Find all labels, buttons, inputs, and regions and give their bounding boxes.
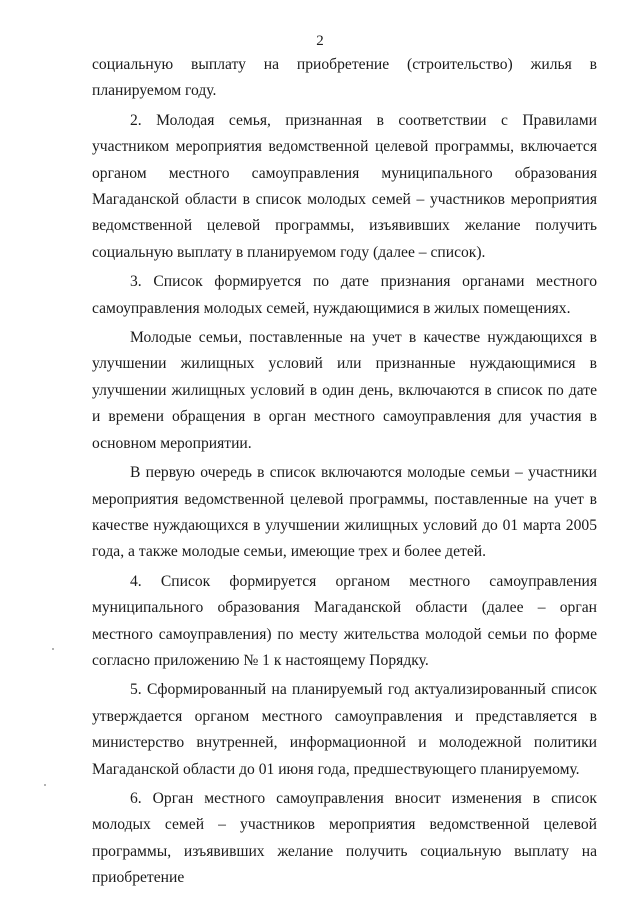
paragraph-continuation: социальную выплату на приобретение (строительство) жилья в планируемом году. bbox=[92, 56, 597, 100]
scan-artifact bbox=[52, 648, 54, 650]
paragraph-item-4: 4. Список формируется органом местного самоуправления муниципального образования Магаданской области (далее – орган местного самоуправления) по месту жительства молодой семьи по форме согласно приложению № 1 к настоящему Порядку. bbox=[92, 572, 597, 669]
document-body bbox=[92, 52, 597, 895]
paragraph-item-5: 5. Сформированный на планируемый год актуализированный список утверждается органом местного самоуправления и представляется в министерство внутренней, информационной и молодежной политики Магаданской области до 01 июня года, предшествующего планируемому. bbox=[92, 681, 597, 778]
paragraph-item-3-registration-order: Молодые семьи, поставленные на учет в качестве нуждающихся в улучшении жилищных условий или признанные нуждающимися в улучшении жилищных условий в один день, включаются в список по дате и времени обращения в орган местного самоуправления для участия в основном мероприятии. bbox=[92, 329, 597, 452]
scan-artifact bbox=[44, 784, 46, 786]
paragraph-item-3-priority: В первую очередь в список включаются молодые семьи – участники мероприятия ведомственной целевой программы, поставленные на учет в качестве нуждающихся в улучшении жилищных условий до 01 марта 2005 года, а также молодые семьи, имеющие трех и более детей. bbox=[92, 464, 597, 561]
paragraph-item-3: 3. Список формируется по дате признания органами местного самоуправления молодых семей, нуждающимися в жилых помещениях. bbox=[92, 273, 597, 317]
paragraph-item-6: 6. Орган местного самоуправления вносит изменения в список молодых семей – участников мероприятия ведомственной целевой программы, изъявивших желание получить социальную выплату на приобретение bbox=[92, 789, 597, 887]
page-number: 2 bbox=[316, 33, 324, 49]
paragraph-item-2: 2. Молодая семья, признанная в соответствии с Правилами участником мероприятия ведомственной целевой программы, включается органом местного самоуправления муниципального образования Магаданской области в список молодых семей – участников мероприятия ведомственной целевой программы, изъявивших желание получить социальную выплату в планируемом году (далее – список). bbox=[92, 111, 597, 261]
